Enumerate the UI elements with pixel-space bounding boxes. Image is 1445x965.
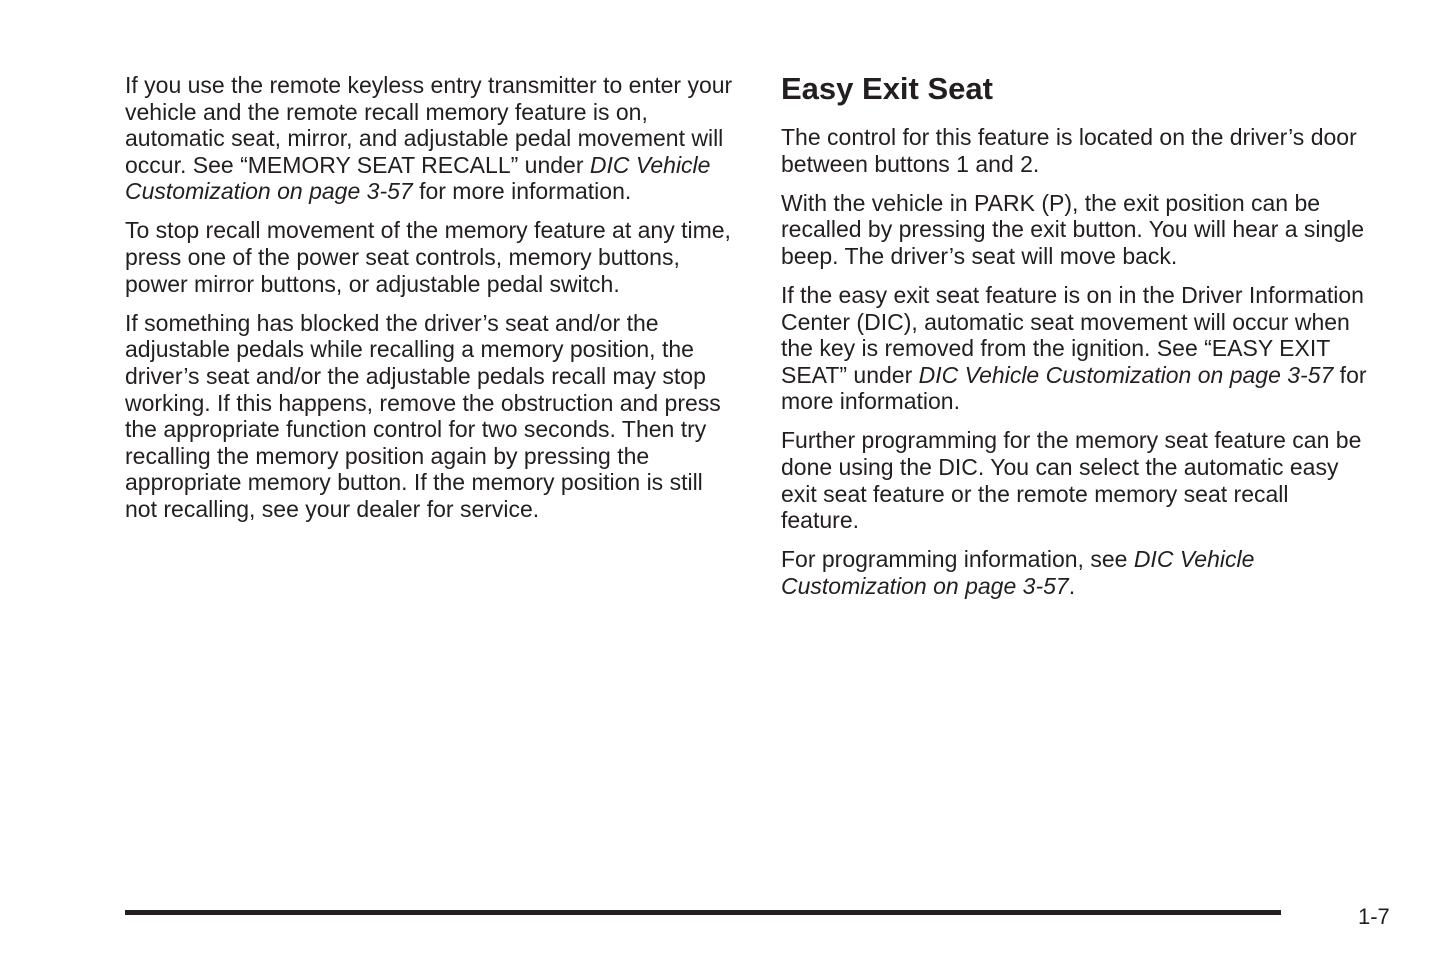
left-column <box>125 72 735 535</box>
dic-easy-exit-text: If the easy exit seat feature is on in the Driver Information Center (DIC), automatic seat movement will occur when the key is removed from the ignition. See “EASY EXIT SEAT” under <box>781 281 1364 388</box>
footer-rule <box>125 910 1281 915</box>
section-heading: Easy Exit Seat <box>781 71 993 106</box>
programming-info-text-end: . <box>1068 572 1076 599</box>
dic-customization-link[interactable]: DIC Vehicle Customization on page 3-57 <box>781 546 1255 599</box>
memory-transmitter-text: If you use the remote keyless entry transmitter to enter your vehicle and the remote recall memory feature is on, automatic seat, mirror, and adjustable pedal movement will occur. See “MEMORY SEAT RECALL” under <box>125 72 733 178</box>
dic-customization-link[interactable]: DIC Vehicle Customization on page 3-57 <box>918 361 1334 388</box>
dic-customization-link[interactable]: DIC Vehicle Customization on page 3-57 <box>125 151 711 205</box>
programming-info-text: For programming information, see <box>781 546 1134 573</box>
programming-info-paragraph <box>781 546 1371 599</box>
memory-transmitter-text-end: for more information. <box>412 178 632 205</box>
page-number: 1-7 <box>1358 904 1390 929</box>
dic-easy-exit-paragraph <box>781 282 1371 415</box>
stop-recall-paragraph: To stop recall movement of the memory feature at any time, press one of the power seat controls, memory buttons, power mirror buttons, or adjustable pedal switch. <box>125 217 731 297</box>
right-column <box>781 72 1371 612</box>
further-programming-paragraph: Further programming for the memory seat feature can be done using the DIC. You can select the automatic easy exit seat feature or the remote memory seat recall feature. <box>781 427 1362 534</box>
blocked-seat-paragraph: If something has blocked the driver’s seat and/or the adjustable pedals while recalling a memory position, the driver’s seat and/or the adjustable pedals recall may stop working. If this happens, remove the obstruction and press the appropriate function control for two seconds. Then try recalling the memory position again by pressing the appropriate memory button. If the memory position is still not recalling, see your dealer for service. <box>125 309 721 522</box>
park-exit-paragraph: With the vehicle in PARK (P), the exit position can be recalled by pressing the exit button. You will hear a single beep. The driver’s seat will move back. <box>781 189 1365 269</box>
dic-easy-exit-text-end: for more information. <box>781 361 1367 415</box>
control-location-paragraph: The control for this feature is located on the driver’s door between buttons 1 and 2. <box>781 124 1357 177</box>
memory-transmitter-paragraph <box>125 72 735 205</box>
